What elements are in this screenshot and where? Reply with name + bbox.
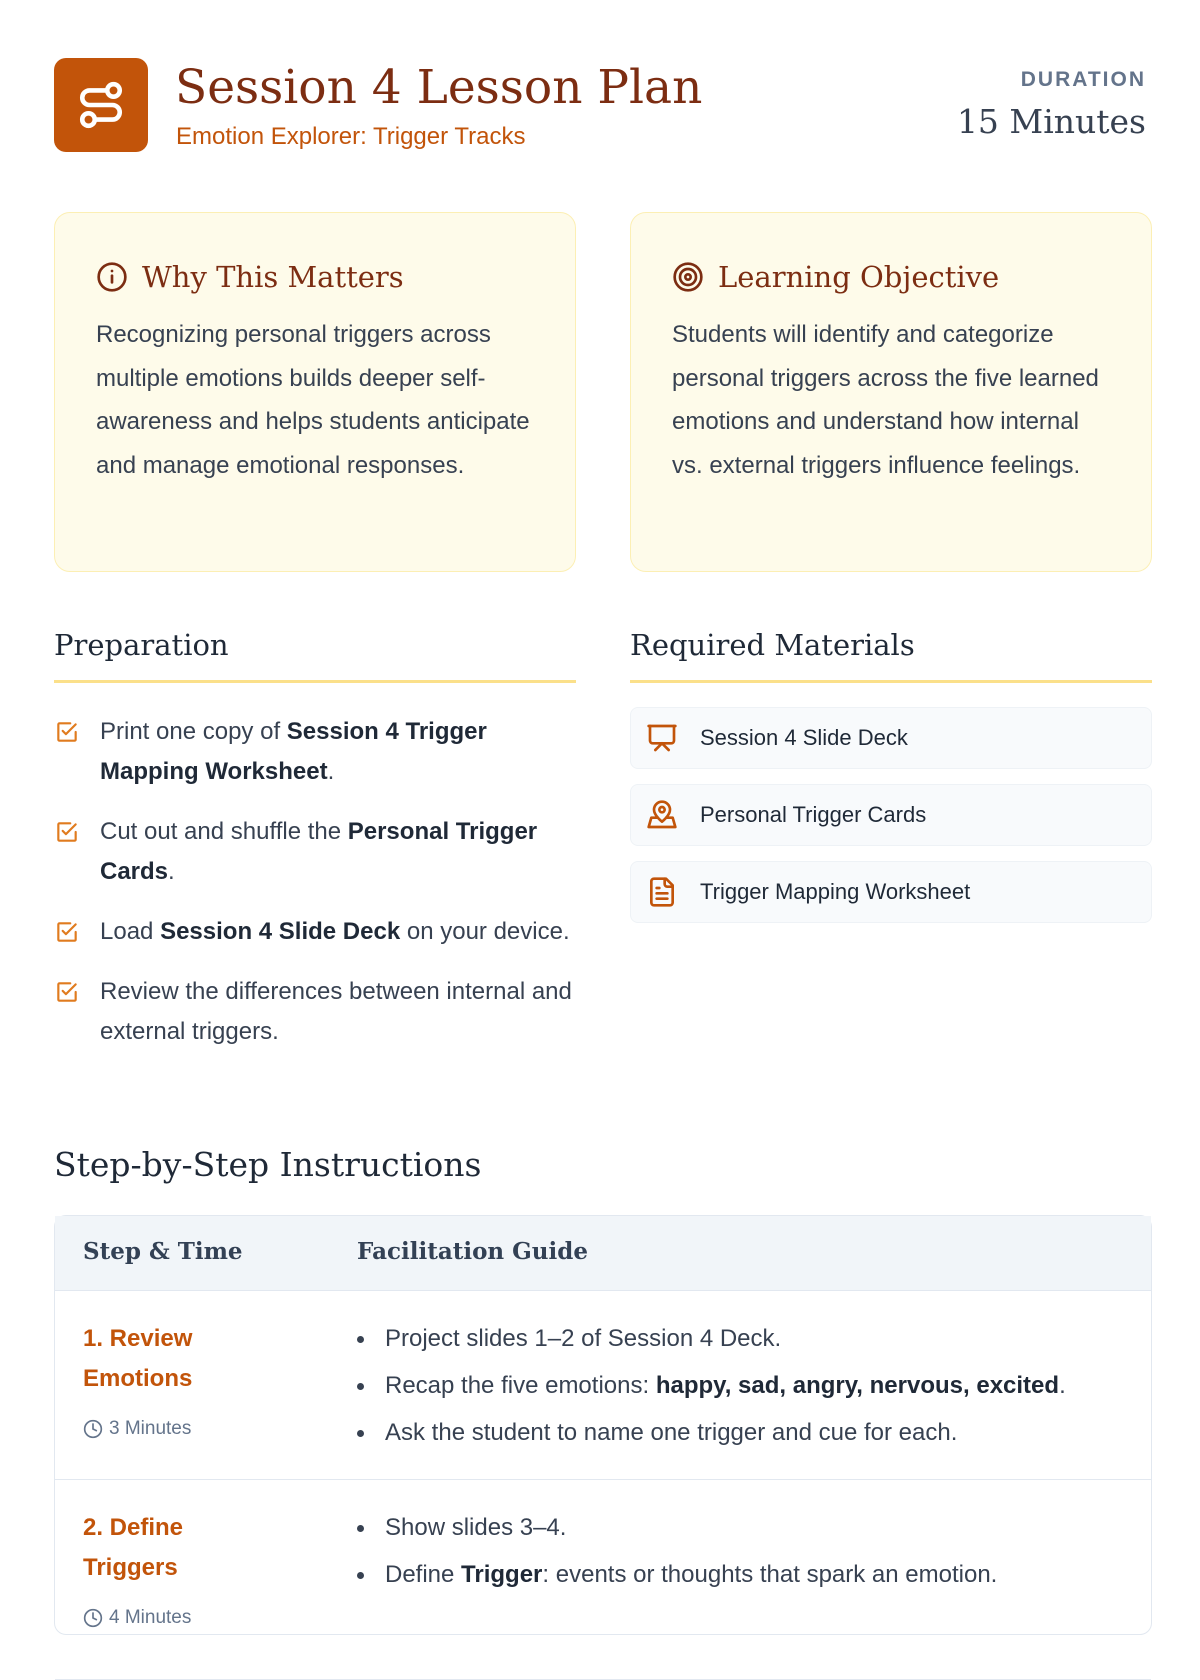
list-item: Show slides 3–4. [357, 1508, 997, 1548]
clock-icon [83, 1608, 103, 1628]
table-header [55, 1216, 1151, 1291]
clock-icon [83, 1419, 103, 1439]
checkbox-icon [54, 719, 80, 745]
card-title: Why This Matters [142, 260, 404, 294]
page-title: Session 4 Lesson Plan [175, 60, 703, 115]
learning-objective-card [630, 212, 1152, 572]
checkbox-icon [54, 819, 80, 845]
checkbox-icon [54, 919, 80, 945]
materials-heading: Required Materials [630, 628, 1152, 683]
card-body: Students will identify and categorize personal triggers across the five learned emotions and understand how internal vs. external triggers influence feelings. [672, 321, 1099, 479]
preparation-list [54, 712, 576, 1072]
step-title: 1. Review Emotions [83, 1325, 193, 1392]
facilitation-list [357, 1508, 997, 1602]
presentation-icon [646, 722, 678, 754]
why-this-matters-card [54, 212, 576, 572]
route-icon [76, 80, 126, 130]
list-item: Ask the student to name one trigger and cue for each. [357, 1413, 1066, 1453]
logo [54, 58, 148, 152]
target-icon [672, 261, 704, 293]
instructions-table [54, 1215, 1152, 1635]
card-body: Recognizing personal triggers across multiple emotions builds deeper self-awareness and helps students anticipate and manage emotional responses. [96, 321, 530, 479]
table-row [55, 1291, 1151, 1480]
facilitation-list [357, 1319, 1066, 1460]
duration-value: 15 Minutes [956, 102, 1146, 141]
duration-label: DURATION [1020, 68, 1146, 91]
document-icon [646, 876, 678, 908]
badge-icon [646, 799, 678, 831]
step-time: 3 Minutes [83, 1418, 191, 1440]
step-title: 2. Define Triggers [83, 1514, 184, 1581]
material-worksheet [630, 861, 1152, 923]
material-label: Personal Trigger Cards [700, 802, 927, 827]
page-header [54, 58, 1146, 158]
material-label: Session 4 Slide Deck [700, 725, 908, 750]
material-label: Trigger Mapping Worksheet [700, 879, 971, 904]
column-header: Step & Time [83, 1238, 243, 1265]
list-item: Cut out and shuffle the Personal Trigger Cards. [54, 812, 576, 892]
step-time: 4 Minutes [83, 1607, 191, 1629]
list-item: Recap the five emotions: happy, sad, angry, nervous, excited. [357, 1366, 1066, 1406]
checkbox-icon [54, 979, 80, 1005]
material-trigger-cards [630, 784, 1152, 846]
info-icon [96, 261, 128, 293]
card-title: Learning Objective [718, 260, 1000, 294]
material-slide-deck [630, 707, 1152, 769]
list-item: Project slides 1–2 of Session 4 Deck. [357, 1319, 1066, 1359]
preparation-heading: Preparation [54, 628, 576, 683]
table-row [55, 1480, 1151, 1680]
list-item: Review the differences between internal and external triggers. [54, 972, 576, 1052]
steps-heading: Step-by-Step Instructions [54, 1145, 482, 1184]
page-subtitle: Emotion Explorer: Trigger Tracks [176, 123, 526, 150]
list-item: Print one copy of Session 4 Trigger Mapping Worksheet. [54, 712, 576, 792]
column-header: Facilitation Guide [357, 1238, 588, 1265]
list-item: Define Trigger: events or thoughts that spark an emotion. [357, 1555, 997, 1595]
list-item: Load Session 4 Slide Deck on your device. [54, 912, 576, 952]
